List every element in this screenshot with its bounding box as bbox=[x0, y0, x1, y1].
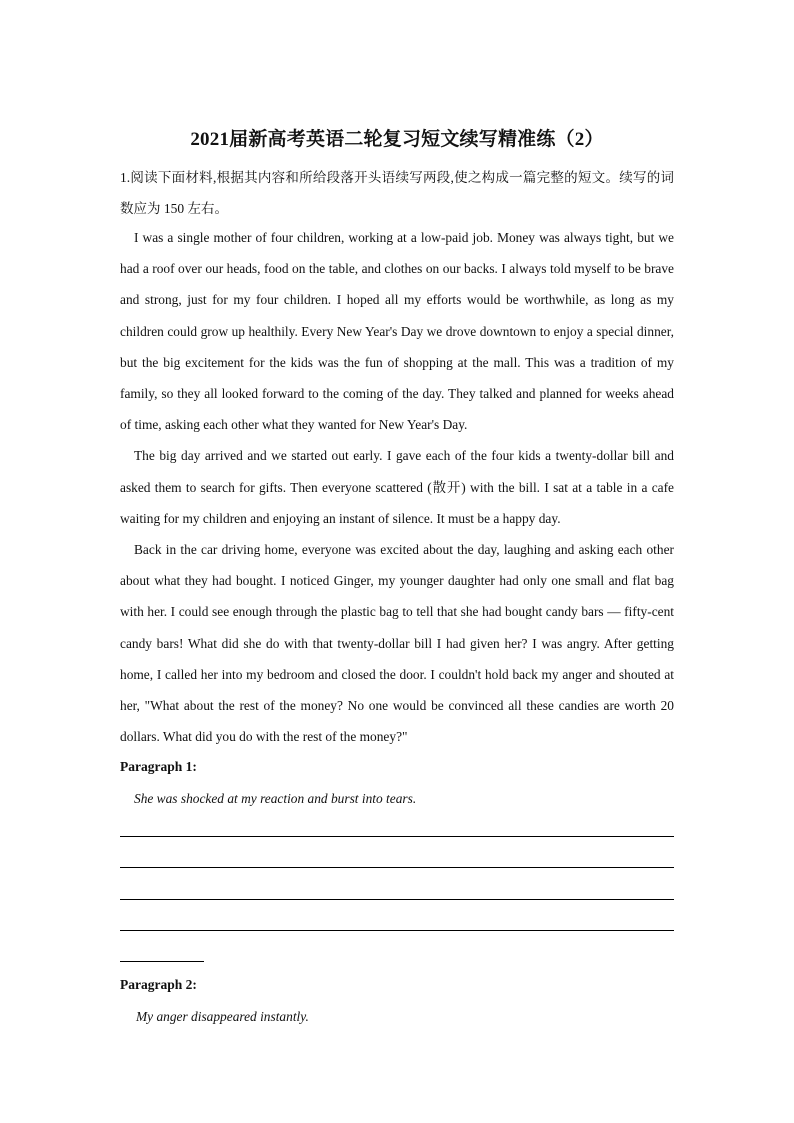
story-text bbox=[120, 222, 674, 752]
writing-line-short bbox=[120, 961, 204, 962]
writing-line bbox=[120, 899, 674, 900]
story-paragraph-2: The big day arrived and we started out early. I gave each of the four kids a twenty-dollar bill and asked them to search for gifts. Then everyone scattered (散开) with the bill. I sat at a table in a cafe waiting for my children and enjoying an instant of silence. It must be a happy day. bbox=[120, 448, 674, 526]
writing-line bbox=[120, 867, 674, 868]
task-instruction: 1.阅读下面材料,根据其内容和所给段落开头语续写两段,使之构成一篇完整的短文。续写的词数应为 150 左右。 bbox=[120, 170, 674, 216]
paragraph2-starter: My anger disappeared instantly. bbox=[136, 1009, 309, 1024]
paragraph2-label: Paragraph 2: bbox=[120, 977, 197, 992]
document-page bbox=[120, 0, 674, 1123]
paragraph1-label: Paragraph 1: bbox=[120, 759, 197, 774]
paragraph1-starter: She was shocked at my reaction and burst into tears. bbox=[134, 791, 417, 806]
page-title: 2021届新高考英语二轮复习短文续写精准练（2） bbox=[190, 129, 604, 150]
story-paragraph-3: Back in the car driving home, everyone was excited about the day, laughing and asking each other about what they had bought. I noticed Ginger, my younger daughter had only one small and flat bag with her. I could see enough through the plastic bag to tell that she had bought candy bars — fifty-cent candy bars! What did she do with that twenty-dollar bill I had given her? I was angry. After getting home, I called her into my bedroom and closed the door. I couldn't hold back my anger and shouted at her, "What about the rest of the money? No one would be convinced all these candies are worth 20 dollars. What did you do with the rest of the money?" bbox=[120, 542, 674, 745]
story-paragraph-1: I was a single mother of four children, working at a low-paid job. Money was always tight, but we had a roof over our heads, food on the table, and clothes on our backs. I always told myself to be brave and strong, just for my four children. I hoped all my efforts would be worthwhile, as long as my children could grow up healthily. Every New Year's Day we drove downtown to enjoy a special dinner, but the big excitement for the kids was the fun of shopping at the mall. This was a tradition of my family, so they all looked forward to the coming of the day. They talked and planned for weeks ahead of time, asking each other what they wanted for New Year's Day. bbox=[120, 230, 674, 433]
writing-line bbox=[120, 930, 674, 931]
writing-line bbox=[120, 836, 674, 837]
